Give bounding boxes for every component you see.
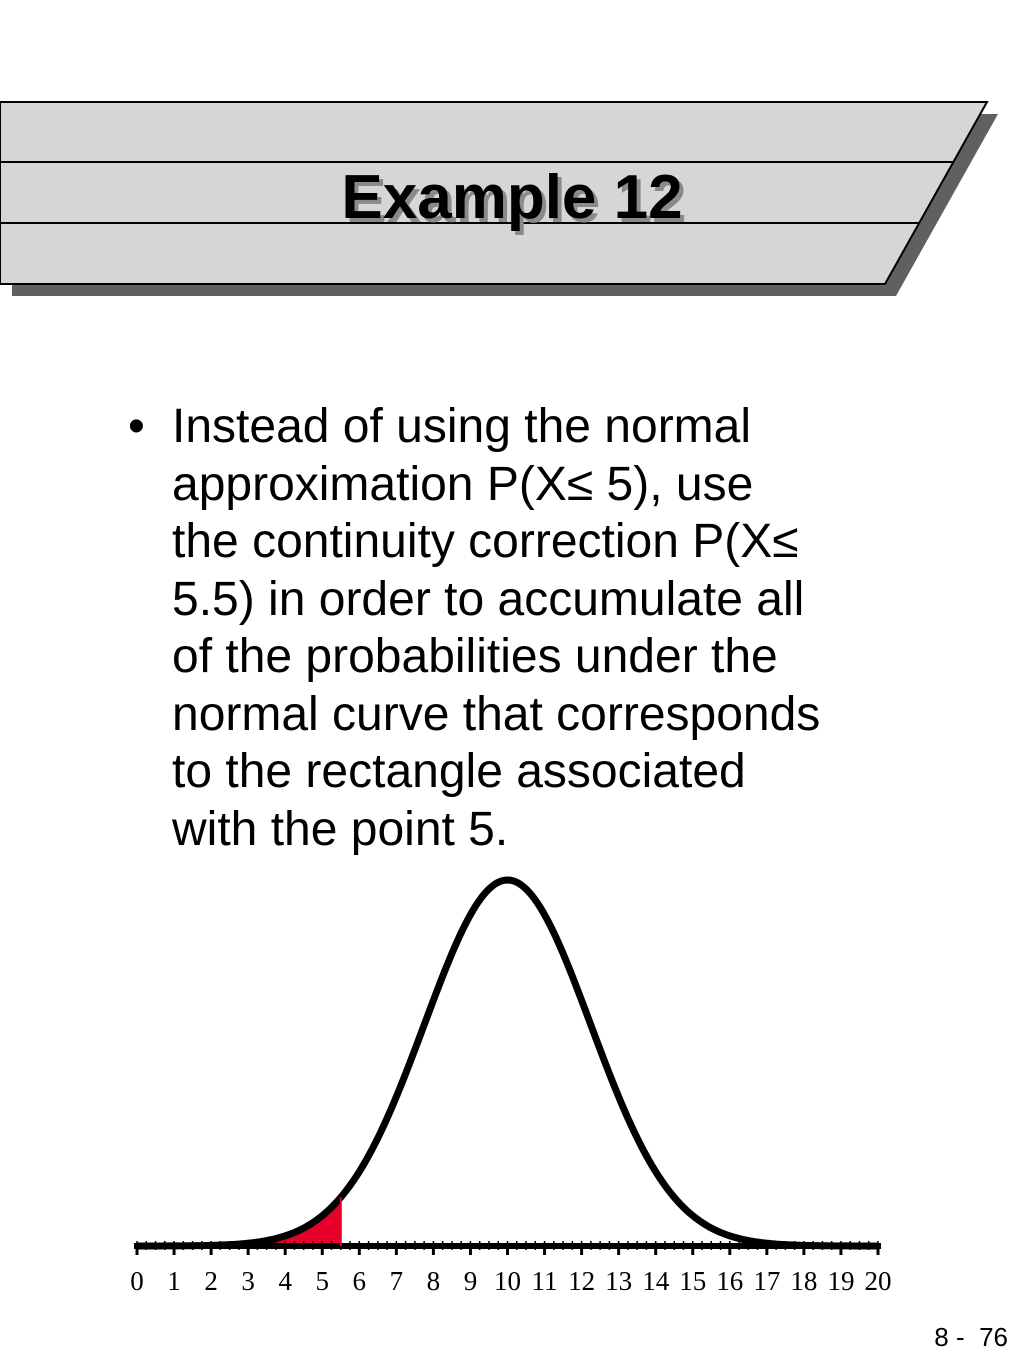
x-tick-label: 19 <box>827 1266 855 1296</box>
slide-title: Example 12 <box>341 163 683 232</box>
x-tick-label: 14 <box>642 1266 670 1296</box>
bullet-marker: • <box>128 400 145 453</box>
x-axis-tick-labels <box>130 1266 891 1296</box>
x-tick-label: 1 <box>167 1266 181 1296</box>
x-tick-label: 2 <box>204 1266 218 1296</box>
bullet-line-2: approximation P(X≤ 5), use <box>172 457 754 511</box>
bullet-line-8: with the point 5. <box>172 802 509 856</box>
bullet-line-6: normal curve that corresponds <box>172 687 821 741</box>
x-tick-label: 12 <box>568 1266 596 1296</box>
x-tick-label: 20 <box>864 1266 892 1296</box>
x-tick-label: 0 <box>130 1266 144 1296</box>
x-tick-label: 18 <box>790 1266 818 1296</box>
x-tick-label: 11 <box>531 1266 558 1296</box>
bullet-line-5: of the probabilities under the <box>172 630 778 683</box>
x-tick-label: 6 <box>352 1266 367 1296</box>
x-tick-label: 17 <box>753 1266 781 1296</box>
x-tick-label: 4 <box>278 1266 292 1296</box>
title-banner <box>0 0 1024 320</box>
x-tick-label: 5 <box>315 1266 329 1296</box>
bullet-line-3: the continuity correction P(X≤ <box>172 515 799 568</box>
bullet-line-1: Instead of using the normal <box>172 400 752 453</box>
page-number: 8 - 76 <box>934 1322 1008 1352</box>
x-tick-label: 13 <box>605 1266 633 1296</box>
x-tick-label: 3 <box>241 1266 255 1296</box>
x-tick-label: 15 <box>679 1266 707 1296</box>
x-tick-label: 9 <box>463 1266 478 1296</box>
bullet-line-4: 5.5) in order to accumulate all <box>172 572 805 626</box>
x-tick-label: 16 <box>716 1266 744 1296</box>
x-tick-label: 7 <box>389 1266 404 1296</box>
bullet-text <box>172 398 908 858</box>
bullet-line-7: to the rectangle associated <box>172 745 746 798</box>
normal-curve-chart <box>0 860 1024 1300</box>
normal-curve <box>137 880 878 1246</box>
x-tick-label: 10 <box>494 1266 521 1296</box>
x-tick-label: 8 <box>426 1266 441 1296</box>
